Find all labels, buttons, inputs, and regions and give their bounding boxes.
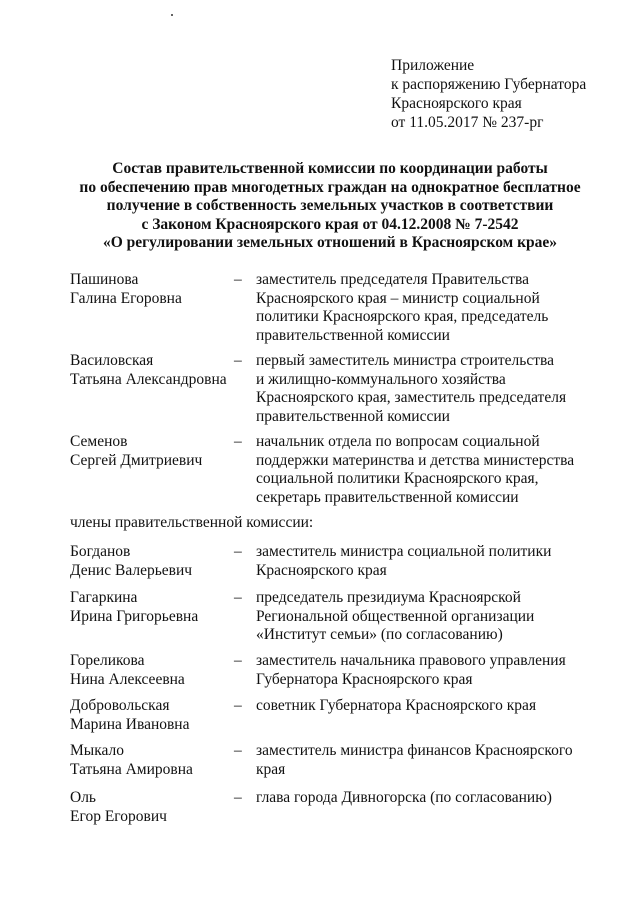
document-title xyxy=(60,160,600,253)
position-line: социальной политики Красноярского края, xyxy=(256,470,539,487)
surname: Богданов xyxy=(70,543,131,560)
position-line: председатель президиума Красноярской xyxy=(256,589,521,606)
position-line: Красноярского края xyxy=(256,561,387,579)
position-line: заместитель председателя Правительства xyxy=(256,271,530,288)
position-line: заместитель начальника правового управления xyxy=(256,652,566,669)
surname: Добровольская xyxy=(70,697,170,714)
person-name xyxy=(70,789,167,826)
person-name xyxy=(70,352,227,389)
appendix-block xyxy=(391,56,586,132)
given-names: Татьяна Александровна xyxy=(70,370,227,388)
position-line: первый заместитель министра строительства xyxy=(256,352,554,369)
position-line: советник Губернатора Красноярского края xyxy=(256,697,537,714)
dash: – xyxy=(234,789,242,806)
surname: Гореликова xyxy=(70,652,145,669)
person-name xyxy=(70,652,185,689)
position-line: поддержки материнства и детства министерства xyxy=(256,451,575,469)
person-name xyxy=(70,433,202,470)
given-names: Ирина Григорьевна xyxy=(70,607,199,625)
dash: – xyxy=(234,352,242,369)
surname: Оль xyxy=(70,789,96,806)
position xyxy=(256,352,616,426)
position xyxy=(256,652,616,689)
members-heading: члены правительственной комиссии: xyxy=(70,514,314,531)
position-line: Красноярского края, заместитель председателя xyxy=(256,389,567,406)
dash: – xyxy=(234,652,242,669)
surname: Василовская xyxy=(70,352,154,369)
position xyxy=(256,742,616,779)
position-line: политики Красноярского края, председатель xyxy=(256,308,549,325)
given-names: Нина Алексеевна xyxy=(70,670,185,688)
title-line: с Законом Красноярского края от 04.12.2008 № 7-2542 xyxy=(141,215,519,233)
dash: – xyxy=(234,543,242,560)
given-names: Денис Валерьевич xyxy=(70,561,193,579)
position-line: правительственной комиссии xyxy=(256,407,450,425)
given-names: Марина Ивановна xyxy=(70,715,190,733)
appendix-line: Приложение xyxy=(391,57,475,74)
position-line: Региональной общественной организации xyxy=(256,607,535,625)
appendix-line: Красноярского края xyxy=(391,95,522,112)
dash: – xyxy=(234,697,242,714)
surname: Гагаркина xyxy=(70,589,138,606)
position-line: секретарь правительственной комиссии xyxy=(256,488,519,506)
position xyxy=(256,589,616,645)
title-line: «О регулировании земельных отношений в Красноярском крае» xyxy=(102,234,558,251)
given-names: Галина Егоровна xyxy=(70,289,182,307)
position-line: начальник отдела по вопросам социальной xyxy=(256,433,540,450)
position-line: «Институт семьи» (по согласованию) xyxy=(256,626,503,643)
position-line: заместитель министра финансов Красноярского xyxy=(256,742,573,759)
position-line: правительственной комиссии xyxy=(256,326,450,344)
person-name xyxy=(70,697,189,734)
position-line: заместитель министра социальной политики xyxy=(256,543,552,560)
position-line: Красноярского края – министр социальной xyxy=(256,289,540,307)
position xyxy=(256,543,616,580)
given-names: Сергей Дмитриевич xyxy=(70,451,203,469)
title-line: получение в собственность земельных участков в соответствии xyxy=(106,197,554,214)
position-line: Губернатора Красноярского края xyxy=(256,670,473,688)
position-line: края xyxy=(256,760,286,778)
person-name xyxy=(70,742,193,779)
title-line: по обеспечению прав многодетных граждан на однократное бесплатное xyxy=(79,178,581,196)
given-names: Егор Егорович xyxy=(70,807,167,825)
person-name xyxy=(70,589,198,626)
position xyxy=(256,789,616,808)
dash: – xyxy=(234,742,242,759)
title-line: Состав правительственной комиссии по координации работы xyxy=(112,160,548,177)
position xyxy=(256,433,616,507)
position-line: и жилищно-коммунального хозяйства xyxy=(256,370,506,388)
appendix-line: от 11.05.2017 № 237-рг xyxy=(391,114,544,131)
given-names: Татьяна Амировна xyxy=(70,760,193,778)
appendix-line: к распоряжению Губернатора xyxy=(391,76,587,93)
person-name xyxy=(70,543,192,580)
scan-speck xyxy=(171,14,173,16)
dash: – xyxy=(234,433,242,450)
surname: Семенов xyxy=(70,433,128,450)
dash: – xyxy=(234,271,242,288)
position-line: глава города Дивногорска (по согласованию) xyxy=(256,789,552,806)
person-name xyxy=(70,271,182,308)
dash: – xyxy=(234,589,242,606)
surname: Пашинова xyxy=(70,271,139,288)
surname: Мыкало xyxy=(70,742,124,759)
position xyxy=(256,697,616,716)
position xyxy=(256,271,616,345)
